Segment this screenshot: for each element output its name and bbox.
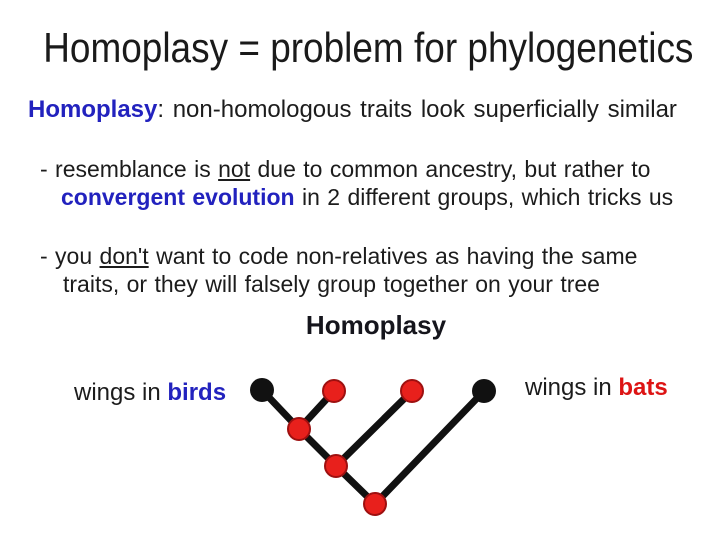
bullet2-line2 <box>40 270 637 298</box>
underlined-dont: don't <box>99 243 149 269</box>
birds-term: birds <box>167 379 227 406</box>
slide-title: Homoplasy = problem for phylogenetics <box>43 24 694 71</box>
tree-node-root <box>364 493 386 515</box>
bullet1-line1-post: due to common ancestry, but rather to <box>250 156 651 182</box>
underlined-not: not <box>218 156 251 182</box>
tree-node-tip-birds <box>250 378 274 402</box>
tree-branch-node-b-root <box>336 466 375 504</box>
bullet-convergent-evolution <box>40 155 673 211</box>
bullet2-line1-post: want to code non-relatives as having the same <box>148 243 638 269</box>
label-wings-in-bats <box>525 374 668 402</box>
highlight-convergent-evolution: convergent evolution <box>61 184 295 210</box>
bullet2-line2-text: traits, or they will falsely group together on your tree <box>63 271 600 297</box>
bullet2-line1-pre: - you <box>40 243 100 269</box>
tree-node-tip-red-1 <box>323 380 345 402</box>
bullet1-line2-post: in 2 different groups, which tricks us <box>294 184 674 210</box>
tree-branch-tip-bats-root <box>375 391 484 504</box>
tree-branch-tip-red-2-node-b <box>336 391 412 466</box>
bullet1-line1 <box>40 155 673 183</box>
bullet2-line1 <box>40 242 637 270</box>
bullet-coding-warning <box>40 242 637 298</box>
tree-heading: Homoplasy <box>305 310 447 340</box>
tree-branch-tip-birds-node-a <box>262 390 299 429</box>
bats-label-pre: wings in <box>525 374 619 401</box>
definition-term: Homoplasy <box>28 96 158 123</box>
bullet1-line2 <box>40 183 673 211</box>
bats-term: bats <box>618 374 668 401</box>
tree-branch-node-a-node-b <box>299 429 336 466</box>
definition-line <box>28 96 677 124</box>
tree-node-tip-red-2 <box>401 380 423 402</box>
definition-rest: : non-homologous traits look superficially similar <box>157 96 677 123</box>
tree-node-tip-bats <box>472 379 496 403</box>
tree-node-node-a <box>288 418 310 440</box>
tree-node-node-b <box>325 455 347 477</box>
tree-branch-tip-red-1-node-a <box>299 391 334 429</box>
birds-label-pre: wings in <box>74 379 168 406</box>
bullet1-line1-pre: - resemblance is <box>40 156 219 182</box>
label-wings-in-birds <box>74 379 226 407</box>
